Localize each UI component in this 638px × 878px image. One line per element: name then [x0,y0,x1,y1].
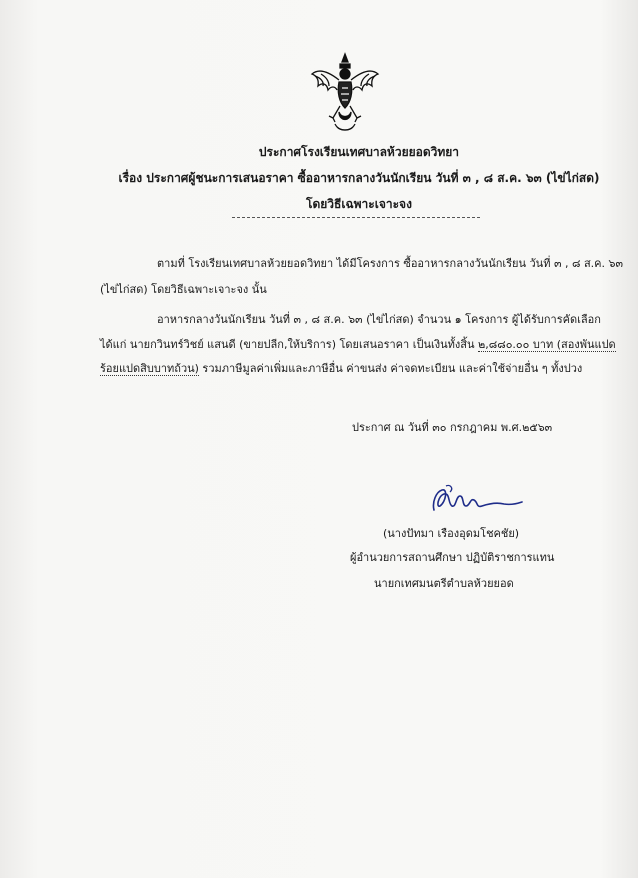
document-method: โดยวิธีเฉพาะเจาะจง [306,197,412,211]
header-divider [232,217,480,218]
document-subject: เรื่อง ประกาศผู้ชนะการเสนอราคา ซื้ออาหารกลางวันนักเรียน วันที่ ๓ , ๘ ส.ค. ๖๓ (ไข่ไก่สด) [118,171,600,185]
paragraph-1-line-2: (ไข่ไก่สด) โดยวิธีเฉพาะเจาะจง นั้น [100,283,267,296]
paragraph-2-line-3 [100,359,582,377]
paragraph-2-line-3-text: รวมภาษีมูลค่าเพิ่มและภาษีอื่น ค่าขนส่ง ค่าจดทะเบียน และค่าใช้จ่ายอื่น ๆ ทั้งปวง [198,362,583,375]
signature-image [426,482,526,516]
paragraph-2-line-2-text: ได้แก่ นายกวินทร์วิชย์ แสนดี (ขายปลีก,ให้บริการ) โดยเสนอราคา เป็นเงินทั้งสิ้น [100,338,478,351]
bid-amount-words: ร้อยแปดสิบบาทถ้วน) [100,362,199,375]
signatory-position-2: นายกเทศมนตรีตำบลห้วยยอด [374,577,514,590]
paragraph-1-line-1: ตามที่ โรงเรียนเทศบาลห้วยยอดวิทยา ได้มีโครงการ ซื้ออาหารกลางวันนักเรียน วันที่ ๓ , ๘ ส.ค. ๖๓ [157,257,624,270]
announcement-date: ประกาศ ณ วันที่ ๓๐ กรกฎาคม พ.ศ.๒๕๖๓ [352,421,553,434]
paragraph-2-line-2 [100,335,616,353]
signatory-name: (นางปัทมา เรืองอุดมโชคชัย) [383,527,520,540]
signatory-position-1: ผู้อำนวยการสถานศึกษา ปฏิบัติราชการแทน [350,551,555,564]
garuda-emblem-icon [309,52,381,134]
paragraph-2-line-1: อาหารกลางวันนักเรียน วันที่ ๓ , ๘ ส.ค. ๖๓ (ไข่ไก่สด) จำนวน ๑ โครงการ ผู้ได้รับการคัดเลือก [157,313,601,326]
document-title: ประกาศโรงเรียนเทศบาลห้วยยอดวิทยา [258,145,460,159]
bid-amount: ๒,๘๘๐.๐๐ บาท (สองพันแปด [477,338,616,351]
